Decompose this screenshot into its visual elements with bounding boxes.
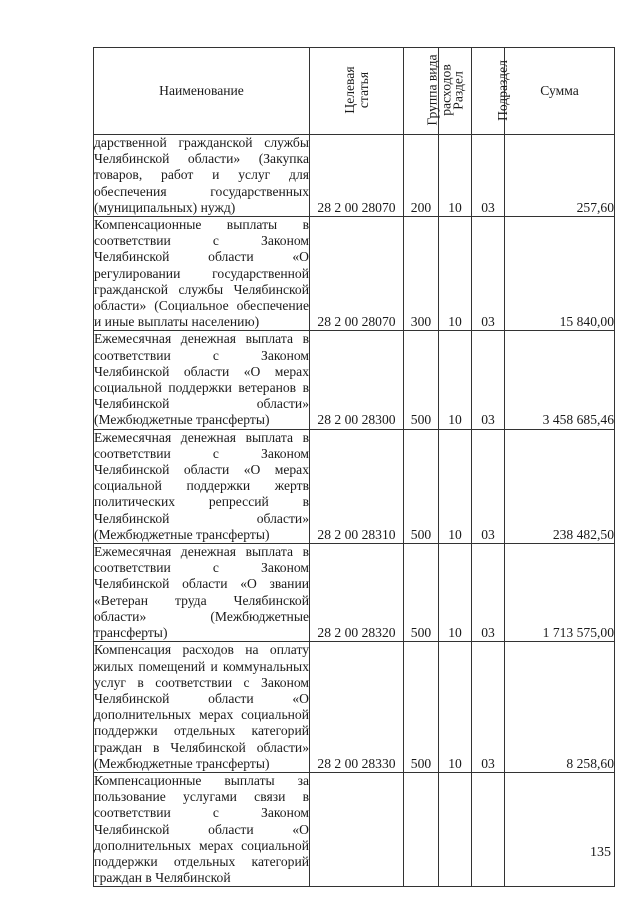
row-name: Ежемесячная денежная выплата в соответствии с Законом Челябинской области «О звании «Ветеран труда Челябинской области» (Межбюджетные трансферты) [94,544,309,641]
row-expense-group: 500 [404,331,439,429]
row-section: 10 [439,642,472,773]
table-row [94,429,615,543]
row-target-article: 28 2 00 28300 [310,331,404,429]
row-expense-group: 500 [404,544,439,642]
table-row [94,135,615,217]
row-section: 10 [439,135,472,217]
header-name: Наименование [94,48,310,135]
row-expense-group: 200 [404,135,439,217]
row-expense-group: 500 [404,642,439,773]
row-name: дарственной гражданской службы Челябинской области» (Закупка товаров, работ и услуг для обеспечения государственных (муниципальных) нужд) [94,135,309,215]
row-name: Компенсационные выплаты за пользование услугами связи в соответствии с Законом Челябинской области «О дополнительных мерах социальной поддержки отдельных категорий граждан в Челябинской [94,772,309,886]
page-number: 135 [590,845,611,860]
row-section: 10 [439,429,472,543]
table-row [94,544,615,642]
table-row [94,217,615,331]
header-subsection: Подраздел [472,48,505,135]
table-row [94,331,615,429]
header-expense-group-line1: Группа вида [424,54,440,126]
row-target-article: 28 2 00 28330 [310,642,404,773]
row-sum: 257,60 [505,135,615,217]
row-name: Компенсационные выплаты в соответствии с Законом Челябинской области «О регулировании государственной гражданской службы Челябинской области» (Социальное обеспечение и иные выплаты населению) [94,217,309,330]
row-expense-group [404,772,439,886]
row-sum: 8 258,60 [505,642,615,773]
row-section: 10 [439,544,472,642]
row-sum: 238 482,50 [505,429,615,543]
row-target-article [310,772,404,886]
row-subsection: 03 [472,429,505,543]
row-expense-group: 500 [404,429,439,543]
table-row [94,642,615,773]
header-expense-group [404,48,454,135]
row-subsection: 03 [472,331,505,429]
header-target-article: Целевая статья [310,48,404,135]
row-expense-group: 300 [404,217,439,331]
header-section: Раздел [439,48,472,135]
row-target-article: 28 2 00 28070 [310,217,404,331]
table-header-row [94,48,615,135]
row-name: Ежемесячная денежная выплата в соответствии с Законом Челябинской области «О мерах социальной поддержки ветеранов в Челябинской области» (Межбюджетные трансферты) [94,331,309,428]
row-subsection [472,772,505,886]
row-sum [505,772,615,886]
row-name: Компенсация расходов на оплату жилых помещений и коммунальных услуг в соответствии с Законом Челябинской области «О дополнительных мерах социальной поддержки отдельных категорий граждан в Челябинской области» (Межбюджетные трансферты) [94,642,309,771]
row-section: 10 [439,217,472,331]
row-section: 10 [439,331,472,429]
row-target-article: 28 2 00 28320 [310,544,404,642]
row-section [439,772,472,886]
budget-table [93,47,615,887]
row-subsection: 03 [472,544,505,642]
row-target-article: 28 2 00 28310 [310,429,404,543]
row-subsection: 03 [472,135,505,217]
row-subsection: 03 [472,217,505,331]
row-subsection: 03 [472,642,505,773]
header-sum: Сумма [505,48,615,135]
row-name: Ежемесячная денежная выплата в соответствии с Законом Челябинской области «О мерах социальной поддержки жертв политических репрессий в Челябинской области» (Межбюджетные трансферты) [94,429,309,542]
row-sum: 15 840,00 [505,217,615,331]
row-target-article: 28 2 00 28070 [310,135,404,217]
table-row [94,772,615,886]
row-sum: 3 458 685,46 [505,331,615,429]
header-expense-group-line2: расходов [438,64,454,117]
row-sum: 1 713 575,00 [505,544,615,642]
